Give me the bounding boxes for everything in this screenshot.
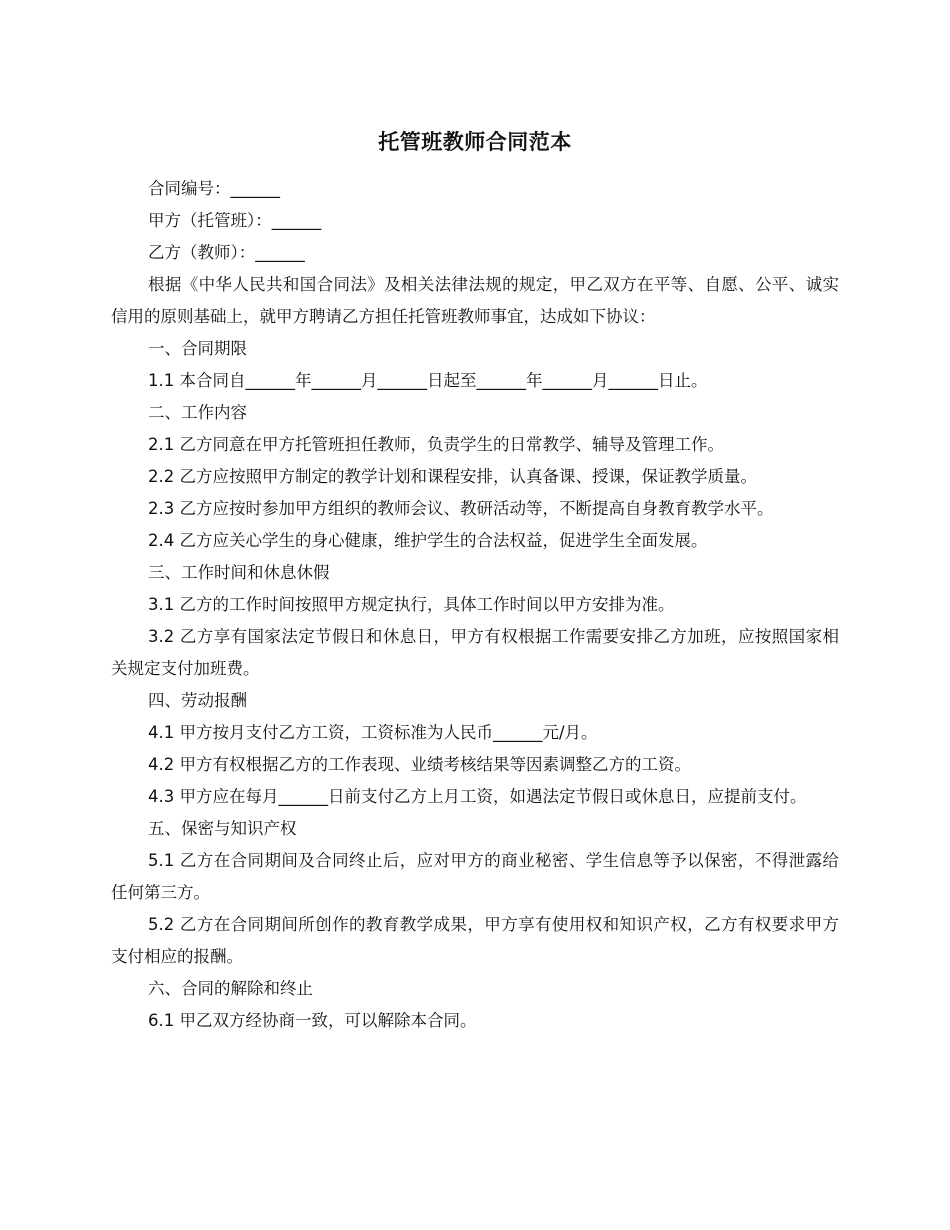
preamble-paragraph: 根据《中华人民共和国合同法》及相关法律法规的规定，甲乙双方在平等、自愿、公平、诚实信用的原则基础上，就甲方聘请乙方担任托管班教师事宜，达成如下协议： [111,275,839,326]
clause-2-1: 2.1 乙方同意在甲方托管班担任教师，负责学生的日常教学、辅导及管理工作。 [148,435,724,454]
clause-2-3: 2.3 乙方应按时参加甲方组织的教师会议、教研活动等，不断提高自身教育教学水平。 [148,499,774,518]
section-heading-6: 六、合同的解除和终止 [148,979,313,998]
document-body [111,173,839,1037]
contract-number-line: 合同编号：______ [148,179,280,198]
clause-4-3: 4.3 甲方应在每月______日前支付乙方上月工资，如遇法定节假日或休息日，应提前支付。 [148,787,807,806]
clause-6-1: 6.1 甲乙双方经协商一致，可以解除本合同。 [148,1011,477,1030]
clause-3-1: 3.1 乙方的工作时间按照甲方规定执行，具体工作时间以甲方安排为准。 [148,595,675,614]
clause-4-2: 4.2 甲方有权根据乙方的工作表现、业绩考核结果等因素调整乙方的工资。 [148,755,691,774]
document-title: 托管班教师合同范本 [378,130,572,154]
clause-1-1: 1.1 本合同自______年______月______日起至______年______月______日止。 [148,371,708,390]
clause-5-2: 5.2 乙方在合同期间所创作的教育教学成果，甲方享有使用权和知识产权，乙方有权要求甲方支付相应的报酬。 [111,915,839,966]
section-heading-5: 五、保密与知识产权 [148,819,297,838]
clause-2-4: 2.4 乙方应关心学生的身心健康，维护学生的合法权益，促进学生全面发展。 [148,531,708,550]
clause-3-2: 3.2 乙方享有国家法定节假日和休息日，甲方有权根据工作需要安排乙方加班，应按照国家相关规定支付加班费。 [111,627,839,678]
section-heading-2: 二、工作内容 [148,403,247,422]
party-a-line: 甲方（托管班）：______ [148,211,322,230]
party-b-line: 乙方（教师）：______ [148,243,305,262]
section-heading-3: 三、工作时间和休息休假 [148,563,330,582]
section-heading-4: 四、劳动报酬 [148,691,247,710]
clause-2-2: 2.2 乙方应按照甲方制定的教学计划和课程安排，认真备课、授课，保证教学质量。 [148,467,757,486]
section-heading-1: 一、合同期限 [148,339,247,358]
clause-4-1: 4.1 甲方按月支付乙方工资，工资标准为人民币______元/月。 [148,723,598,742]
clause-5-1: 5.1 乙方在合同期间及合同终止后，应对甲方的商业秘密、学生信息等予以保密，不得泄露给任何第三方。 [111,851,839,902]
